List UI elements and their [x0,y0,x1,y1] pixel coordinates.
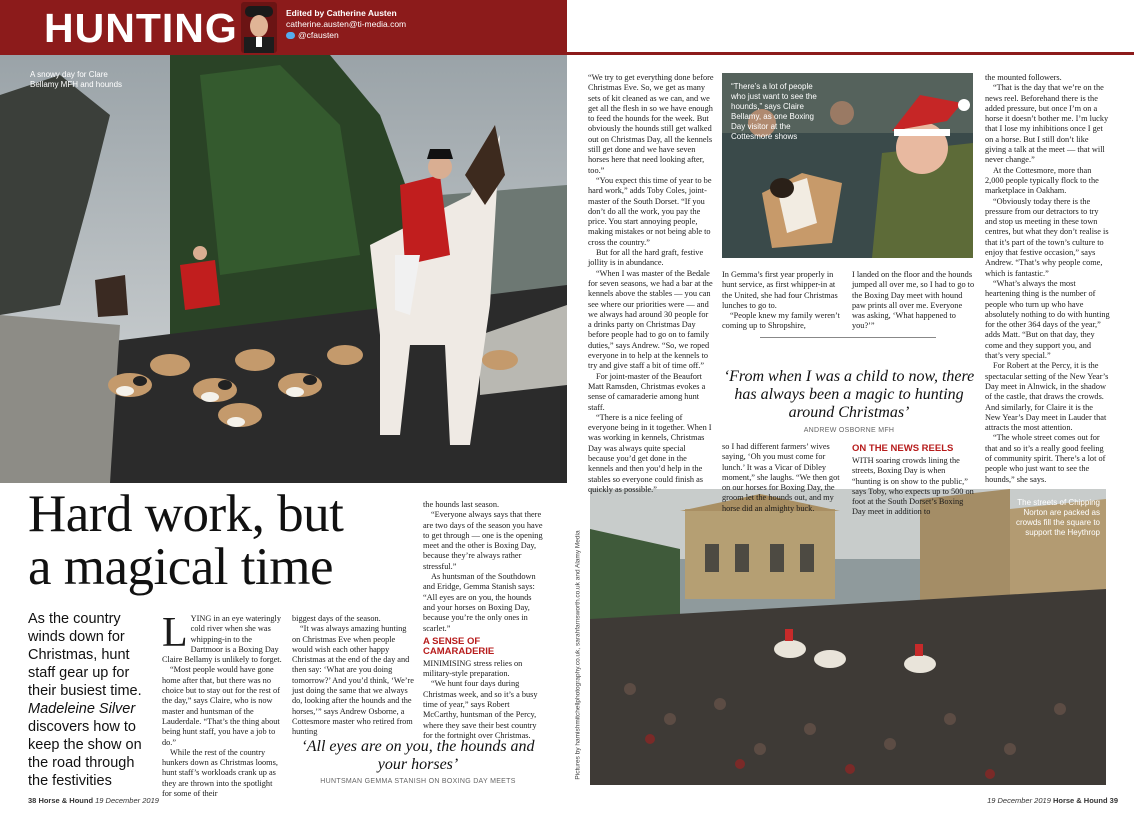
caption-visitor-photo: “There’s a lot of people who just want to see the hounds,” says Claire Bellamy, as one Boxing Day visitor at the Cottesmore shows [731,82,817,141]
caption-town-square-photo: The streets of Chipping Norton are packed as crowds fill the square to support the Heythrop [1015,498,1100,537]
standfirst-author: Madeleine Silver [28,701,136,717]
article-column-5b: so I had different farmers’ wives saying, ‘Oh you must come for lunch.’ It was a Vicar of Dibley moment,” she laughs. “We then got on our horses for Boxing Day, the groom let the hounds out, and my horse did an almighty buck. [722,442,840,513]
twitter-icon [286,32,295,39]
article-column-6a: I landed on the floor and the hounds jumped all over me, so I had to go to the Boxing Day meet with hound paw prints all over me. Everyone was asking, ‘What happened to you?’” [852,270,975,331]
headline-line-2: a magical time [28,538,333,596]
article-column-1: LYING in an eye wateringly cold river when she was whipping-in to the Dartmoor is a Boxing Day Claire Bellamy is unlikely to forget. “Most people would have gone home after that, but there was no choice but to stay out for the rest of the day,” says Claire, who is now master and huntsman of the Lauderdale. “That’s the thing about being hunt staff, you have a job to do.” While the rest of the country hunkers down as Christmas looms, hunt staff’s workloads crank up as they are thrown into the spotlight for some of their [162,610,282,799]
article-column-5a: In Gemma’s first year properly in hunt service, as first whipper-in at the United, she had four Christmas lunches to go to. “People knew my family weren’t coming up to Shropshire, [722,270,840,331]
standfirst-text: As the country winds down for Christmas, hunt staff gear up for their busiest time. [28,611,142,699]
pull-quote-1-attribution: HUNTSMAN GEMMA STANISH ON BOXING DAY MEETS [320,778,516,785]
drop-cap: L [162,610,188,656]
standfirst-text-2: discovers how to keep the show on the road through the festivities [28,719,142,789]
pull-quote-2: ‘From when I was a child to now, there has always been a magic to hunting around Christmas’ [723,368,975,421]
folio-right: 19 December 2019 Horse & Hound 39 [987,796,1118,805]
subhead-news-reels: ON THE NEWS REELS [852,443,954,454]
standfirst [28,610,156,790]
section-title: HUNTING [44,5,238,51]
hunt-photo [0,55,567,483]
editor-email[interactable]: catherine.austen@ti-media.com [286,19,407,29]
headline-line-1: Hard work, but [28,485,344,543]
subhead-camaraderie: A SENSE OF CAMARADERIE [423,635,495,657]
caption-hunt-photo: A snowy day for Clare Bellamy MFH and hounds [30,70,123,89]
section-header [0,0,567,55]
article-column-4: “We try to get everything done before Christmas Eve. So, we get as many sets of kit cleaned as we can, and we get all the flesh in so we have enough to feed the hounds for the week. But obviously the hounds still get walked out on Christmas Day, all the kennels still get done and we have seven horses here that need looking after, too.” “You expect this time of year to be hard work,” adds Toby Coles, joint-master of the South Dorset. “If you don’t do all the work, you pay the price. You start annoying people, making mistakes or not being able to cross the country.” But for all the hard graft, festive jollity is in abundance. “When I was master of the Bedale for seven seasons, we had a bar at the kennels above the stables — you can see where our priorities were — and we always had around 30 people for a drinks party on Christmas Day before people had to go on to family duties,” says Andrew. “So, we roped everyone in to help at the kennels to try and give staff a bit of time off.” For joint-master of the Beaufort Matt Ramsden, Christmas evokes a sense of camaraderie among hunt staff. “There is a nice feeling of everyone being in it together. When I was working in kennels, Christmas Day was always quite special because you’d get done in the kennels and then you’d help in the stables so everyone could finish as quickly as possible.” [588,73,714,494]
article-column-7: the mounted followers. “That is the day that we’re on the news reel. Beforehand there is the added pressure, but once I’m on a horse it doesn’t bother me. I’m lucky that I lose my inhibitions once I get on a horse. But I still don’t like giving a talk at the meet — that will never change.” At the Cottesmore, more than 2,000 people typically flock to the marketplace in Oakham. “Obviously today there is the pressure from our detractors to try and stop us meeting in these town centres, but what they don’t realise is that it’s part of the town’s culture to enjoy that festive occasion,” says Andrew. “That’s why people come, which is fantastic.” “What’s always the most heartening thing is the number of people who turn up who have absolutely nothing to do with hunting for the other 364 days of the year,” adds Matt. “But on that day, they come and they support you, and that’s very special.” For Robert at the Percy, it is the spectacular setting of the New Year’s Day meet in Alnwick, in the shadow of the castle, that draws the crowds. And similarly, for Claire it is the New Year’s Day meet in Lauder that attracts the most attention. “The whole street comes out for that and so it’s a really good feeling of community spirit. There’s a lot of people who just want to see the hounds,” she says. [985,73,1110,484]
header-rule [567,52,1134,55]
editor-twitter[interactable]: @cfausten [298,30,339,40]
article-column-2: biggest days of the season. “It was always amazing hunting on Christmas Eve when people would wish each other happy Christmas at the end of the day and then say: ‘What are you doing tomorrow?’ And you’d think, ‘We’re just doing the same that we always do, looking after the hounds and the horses,’” says Andrew Osborne, a Cottesmore master who retired from hunting [292,614,414,737]
photo-credit: Pictures by hamishmitchellphotography.co.uk, sarahfarnsworth.co.uk and Alamy Media [574,530,582,780]
editor-name: Edited by Catherine Austen [286,8,397,18]
editor-avatar [241,2,277,53]
quote-rule [760,337,936,338]
pull-quote-2-attribution: ANDREW OSBORNE MFH [803,427,895,434]
editor-credit [286,8,406,41]
article-column-3: the hounds last season. “Everyone always says that there are two days of the season you have to get through — one is the opening meet and the other is Boxing Day, because they’re always rather stressful.” As huntsman of the Southdown and Eridge, Gemma Stanish says: “All eyes are on you, the hounds and your horses on Boxing Day, because you’re the only ones in scarlet.” A SENSE OF CAMARADERIE MINIMISING stress relies on military-style preparation. “We hunt four days during Christmas week, and so it’s a busy time of year,” says Robert McCarthy, huntsman of the Percy, where they save their best country for the fortnight over Christmas. [423,500,545,741]
headline [28,485,344,596]
article-column-6b: ON THE NEWS REELS WITH soaring crowds lining the streets, Boxing Day is when “hunting is on show to the public,” says Toby, who expects up to 500 on foot at the South Dorset’s Boxing Day meet in addition to [852,441,976,518]
pull-quote-1: ‘All eyes are on you, the hounds and your horses’ [301,738,535,773]
folio-left: 38 Horse & Hound 19 December 2019 [28,796,159,805]
